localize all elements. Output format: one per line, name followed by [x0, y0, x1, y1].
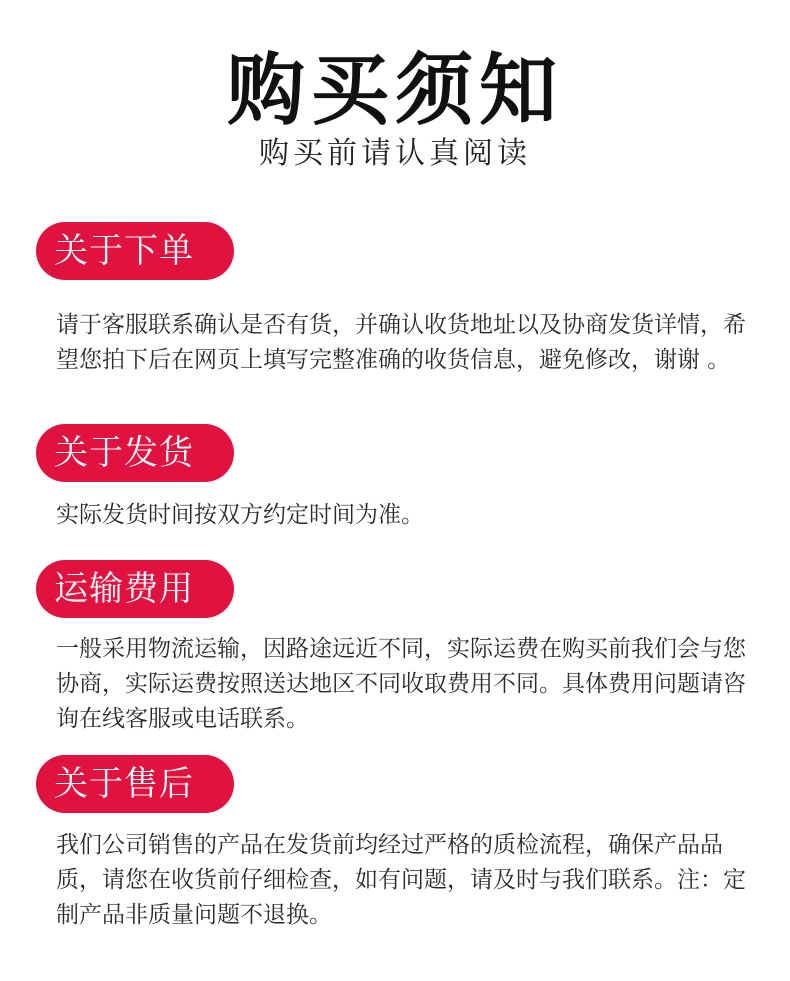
section-body-freight: 一般采用物流运输，因路途远近不同，实际运费在购买前我们会与您协商，实际运费按照送达地区不同收取费用不同。具体费用问题请咨询在线客服或电话联系。	[56, 636, 746, 732]
section-tab-shipping: 关于发货	[36, 424, 234, 482]
page-title: 购买须知	[226, 46, 563, 136]
page-subtitle: 购买前请认真阅读	[259, 136, 531, 171]
section-body-ordering: 请于客服联系确认是否有货，并确认收货地址以及协商发货详情，希望您拍下后在网页上填写完整准确的收货信息，避免修改，谢谢 。	[56, 312, 746, 373]
section-tab-after-sales: 关于售后	[36, 755, 234, 813]
section-body-shipping: 实际发货时间按双方约定时间为准。	[56, 502, 424, 528]
section-tab-ordering: 关于下单	[36, 222, 234, 280]
section-tab-freight: 运输费用	[36, 560, 234, 618]
section-body-after-sales: 我们公司销售的产品在发货前均经过严格的质检流程，确保产品品质，请您在收货前仔细检查，如有问题，请及时与我们联系。注：定制产品非质量问题不退换。	[56, 832, 746, 928]
